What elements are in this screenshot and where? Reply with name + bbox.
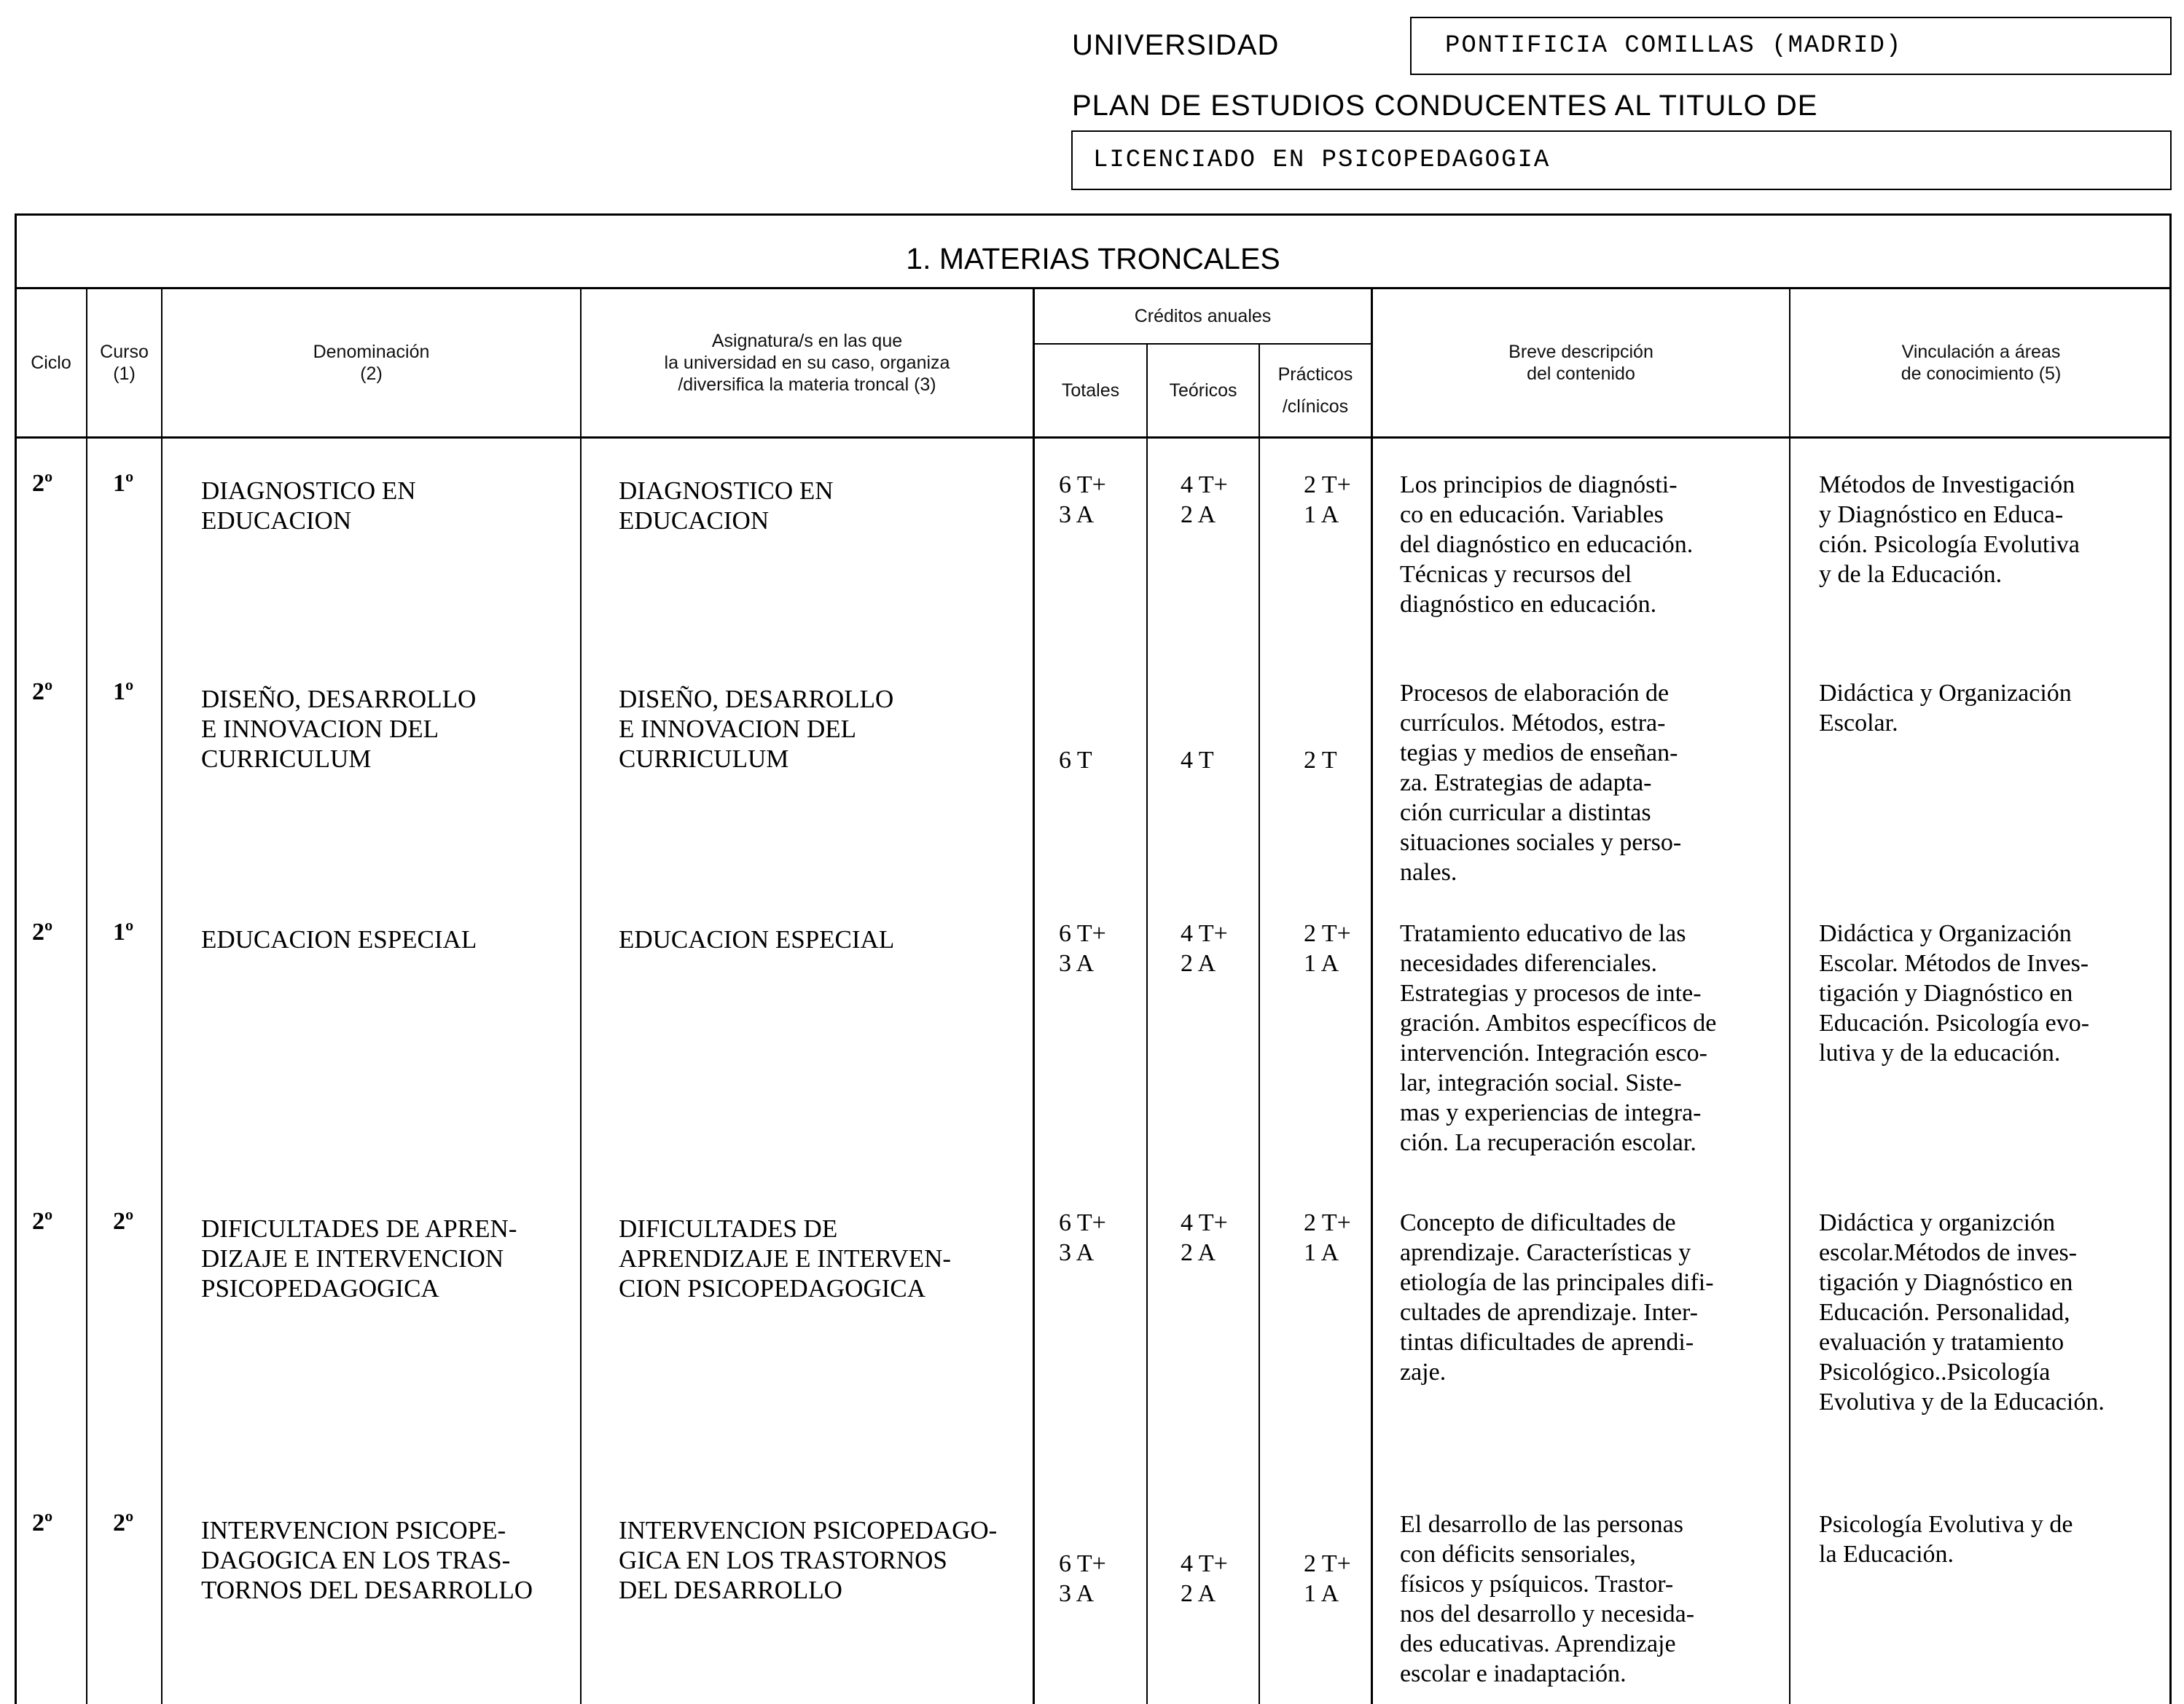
descripcion-line: intervención. Integración esco- xyxy=(1400,1040,1707,1067)
header-asignatura-line2: la universidad en su caso, organiza xyxy=(664,353,950,373)
header-teoricos-text: Teóricos xyxy=(1169,380,1237,401)
header-descripcion xyxy=(1373,289,1789,436)
cell-descripcion xyxy=(1400,919,1786,1158)
denominacion-line: EDUCACION xyxy=(201,506,352,535)
descripcion-line: nos del desarrollo y necesida- xyxy=(1400,1601,1695,1628)
vinculacion-line: Escolar. Métodos de Inves- xyxy=(1819,950,2089,977)
cell-denominacion xyxy=(201,1515,576,1605)
descripcion-line: co en educación. Variables xyxy=(1400,501,1664,528)
practicos-line: 2 T xyxy=(1304,747,1337,774)
header-totales xyxy=(1035,345,1146,436)
col-divider-5 xyxy=(1146,343,1148,1704)
teoricos-line: 2 A xyxy=(1181,1580,1216,1607)
cell-totales xyxy=(1059,745,1143,775)
descripcion-line: lar, integración social. Siste- xyxy=(1400,1069,1682,1096)
col-divider-7 xyxy=(1371,287,1373,1704)
cell-teoricos xyxy=(1181,1208,1257,1268)
header-totales-text: Totales xyxy=(1061,380,1120,401)
cell-totales xyxy=(1059,1549,1143,1609)
header-ciclo-text: Ciclo xyxy=(31,353,71,373)
vinculacion-line: tigación y Diagnóstico en xyxy=(1819,1269,2073,1296)
header-vinculacion xyxy=(1790,289,2172,436)
header-vinculacion-text-2: de conocimiento (5) xyxy=(1901,364,2062,384)
practicos-line: 1 A xyxy=(1304,1580,1339,1607)
vinculacion-line: Psicología Evolutiva y de xyxy=(1819,1511,2073,1538)
teoricos-line: 4 T+ xyxy=(1181,1550,1228,1577)
asignatura-line: CURRICULUM xyxy=(619,745,789,773)
descripcion-line: diagnóstico en educación. xyxy=(1400,591,1657,618)
header-practicos xyxy=(1260,345,1371,436)
cell-practicos xyxy=(1304,745,1369,775)
denominacion-line: DAGOGICA EN LOS TRAS- xyxy=(201,1546,511,1574)
denominacion-line: EDUCACION ESPECIAL xyxy=(201,925,477,954)
cell-curso xyxy=(113,1208,157,1236)
vinculacion-line: ción. Psicología Evolutiva xyxy=(1819,531,2080,558)
denominacion-line: PSICOPEDAGOGICA xyxy=(201,1274,439,1303)
header-practicos-text: Prácticos xyxy=(1277,364,1353,385)
totales-line: 3 A xyxy=(1059,1239,1095,1266)
descripcion-line: mas y experiencias de integra- xyxy=(1400,1099,1702,1126)
cell-denominacion xyxy=(201,1214,576,1303)
descripcion-line: aprendizaje. Características y xyxy=(1400,1239,1691,1266)
header-descripcion-text: Breve descripción xyxy=(1508,342,1653,362)
teoricos-line: 2 A xyxy=(1181,501,1216,528)
cell-teoricos xyxy=(1181,919,1257,978)
descripcion-line: gración. Ambitos específicos de xyxy=(1400,1010,1717,1037)
cell-ciclo xyxy=(32,678,83,706)
header-curso-text: Curso xyxy=(100,342,149,362)
cell-totales xyxy=(1059,1208,1143,1268)
cell-ciclo xyxy=(32,919,83,946)
header-curso xyxy=(87,289,161,436)
descripcion-line: Los principios de diagnósti- xyxy=(1400,471,1678,498)
cell-descripcion xyxy=(1400,470,1786,619)
header-creditos xyxy=(1035,289,1371,343)
col-divider-3 xyxy=(580,287,582,1704)
cell-totales xyxy=(1059,470,1143,530)
plan-label: PLAN DE ESTUDIOS CONDUCENTES AL TITULO DE xyxy=(1072,90,1818,122)
vinculacion-line: Evolutiva y de la Educación. xyxy=(1819,1389,2105,1416)
descripcion-line: tintas dificultades de aprendi- xyxy=(1400,1329,1694,1356)
descripcion-line: Tratamiento educativo de las xyxy=(1400,920,1686,947)
cell-denominacion xyxy=(201,684,576,774)
practicos-line: 1 A xyxy=(1304,950,1339,977)
curso-line: 1º xyxy=(113,470,134,497)
vinculacion-line: Didáctica y organizción xyxy=(1819,1209,2056,1236)
header-practicos-text-2: /clínicos xyxy=(1282,396,1349,417)
cell-teoricos xyxy=(1181,1549,1257,1609)
practicos-line: 1 A xyxy=(1304,501,1339,528)
descripcion-line: Técnicas y recursos del xyxy=(1400,561,1632,588)
cell-practicos xyxy=(1304,1549,1369,1609)
denominacion-line: CURRICULUM xyxy=(201,745,372,773)
practicos-line: 2 T+ xyxy=(1304,920,1351,947)
asignatura-line: DISEÑO, DESARROLLO xyxy=(619,685,894,713)
teoricos-line: 4 T xyxy=(1181,747,1214,774)
practicos-line: 2 T+ xyxy=(1304,1550,1351,1577)
descripcion-line: za. Estrategias de adapta- xyxy=(1400,769,1652,796)
university-field xyxy=(1410,17,2172,75)
header-curso-note: (1) xyxy=(113,364,136,384)
totales-line: 3 A xyxy=(1059,950,1095,977)
descripcion-line: Concepto de dificultades de xyxy=(1400,1209,1676,1236)
asignatura-line: DIAGNOSTICO EN xyxy=(619,476,834,505)
curso-line: 2º xyxy=(113,1208,134,1235)
denominacion-line: DIZAJE E INTERVENCION xyxy=(201,1244,504,1273)
cell-curso xyxy=(113,470,157,498)
cell-asignatura xyxy=(619,924,1027,954)
cell-vinculacion xyxy=(1819,470,2169,589)
totales-line: 6 T xyxy=(1059,747,1092,774)
descripcion-line: nales. xyxy=(1400,859,1457,886)
vinculacion-line: Educación. Personalidad, xyxy=(1819,1299,2070,1326)
vinculacion-line: Educación. Psicología evo- xyxy=(1819,1010,2090,1037)
header-asignatura-line1: Asignatura/s en las que xyxy=(711,331,903,351)
descripcion-line: con déficits sensoriales, xyxy=(1400,1541,1636,1568)
cell-denominacion xyxy=(201,924,576,954)
cell-vinculacion xyxy=(1819,1509,2169,1569)
asignatura-line: CION PSICOPEDAGOGICA xyxy=(619,1274,926,1303)
cell-teoricos xyxy=(1181,470,1257,530)
vinculacion-line: Didáctica y Organización xyxy=(1819,920,2072,947)
cell-descripcion xyxy=(1400,1208,1786,1387)
cell-ciclo xyxy=(32,1208,83,1236)
ciclo-line: 2º xyxy=(32,1208,53,1235)
asignatura-line: GICA EN LOS TRASTORNOS xyxy=(619,1546,947,1574)
descripcion-line: etiología de las principales difi- xyxy=(1400,1269,1714,1296)
descripcion-line: Procesos de elaboración de xyxy=(1400,680,1670,707)
cell-descripcion xyxy=(1400,678,1786,887)
teoricos-line: 4 T+ xyxy=(1181,1209,1228,1236)
denominacion-line: INTERVENCION PSICOPE- xyxy=(201,1516,506,1544)
teoricos-line: 4 T+ xyxy=(1181,920,1228,947)
descripcion-line: necesidades diferenciales. xyxy=(1400,950,1658,977)
vinculacion-line: evaluación y tratamiento xyxy=(1819,1329,2064,1356)
denominacion-line: DIFICULTADES DE APREN- xyxy=(201,1214,517,1243)
vinculacion-line: lutiva y de la educación. xyxy=(1819,1040,2061,1067)
descripcion-line: zaje. xyxy=(1400,1359,1447,1386)
teoricos-line: 2 A xyxy=(1181,1239,1216,1266)
curso-line: 1º xyxy=(113,919,134,946)
cell-asignatura xyxy=(619,1515,1027,1605)
asignatura-line: DEL DESARROLLO xyxy=(619,1576,842,1604)
descripcion-line: currículos. Métodos, estra- xyxy=(1400,710,1666,737)
cell-curso xyxy=(113,678,157,706)
descripcion-line: escolar e inadaptación. xyxy=(1400,1660,1627,1687)
totales-line: 6 T+ xyxy=(1059,1209,1106,1236)
ciclo-line: 2º xyxy=(32,919,53,946)
col-divider-1 xyxy=(86,287,87,1704)
vinculacion-line: la Educación. xyxy=(1819,1541,1954,1568)
cell-practicos xyxy=(1304,919,1369,978)
practicos-line: 1 A xyxy=(1304,1239,1339,1266)
header-descripcion-text-2: del contenido xyxy=(1527,364,1635,384)
denominacion-line: DISEÑO, DESARROLLO xyxy=(201,685,477,713)
cell-ciclo xyxy=(32,470,83,498)
practicos-line: 2 T+ xyxy=(1304,471,1351,498)
descripcion-line: ción curricular a distintas xyxy=(1400,799,1651,826)
header-ciclo xyxy=(15,289,87,436)
header-denominacion-note: (2) xyxy=(360,364,383,384)
header-asignatura xyxy=(582,289,1033,436)
asignatura-line: EDUCACION xyxy=(619,506,770,535)
descripcion-line: tegias y medios de enseñan- xyxy=(1400,739,1678,766)
descripcion-line: des educativas. Aprendizaje xyxy=(1400,1630,1676,1657)
curso-line: 2º xyxy=(113,1509,134,1536)
ciclo-line: 2º xyxy=(32,470,53,497)
cell-ciclo xyxy=(32,1509,83,1537)
cell-vinculacion xyxy=(1819,678,2169,738)
header-denominacion-text: Denominación xyxy=(313,342,430,362)
vinculacion-line: y de la Educación. xyxy=(1819,561,2003,588)
university-label: UNIVERSIDAD xyxy=(1072,29,1280,61)
practicos-line: 2 T+ xyxy=(1304,1209,1351,1236)
teoricos-line: 4 T+ xyxy=(1181,471,1228,498)
totales-line: 6 T+ xyxy=(1059,471,1106,498)
vinculacion-line: tigación y Diagnóstico en xyxy=(1819,980,2073,1007)
denominacion-line: TORNOS DEL DESARROLLO xyxy=(201,1576,533,1604)
cell-asignatura xyxy=(619,1214,1027,1303)
descripcion-line: cultades de aprendizaje. Inter- xyxy=(1400,1299,1698,1326)
ciclo-line: 2º xyxy=(32,678,53,705)
descripcion-line: físicos y psíquicos. Trastor- xyxy=(1400,1571,1674,1598)
cell-vinculacion xyxy=(1819,919,2169,1068)
header-teoricos xyxy=(1148,345,1259,436)
cell-teoricos xyxy=(1181,745,1257,775)
header-divider xyxy=(15,436,2172,439)
header-vinculacion-text: Vinculación a áreas xyxy=(1901,342,2061,362)
cell-descripcion xyxy=(1400,1509,1786,1689)
cell-asignatura xyxy=(619,684,1027,774)
vinculacion-line: Escolar. xyxy=(1819,710,1898,737)
descripcion-line: situaciones sociales y perso- xyxy=(1400,829,1682,856)
cell-curso xyxy=(113,919,157,946)
cell-practicos xyxy=(1304,1208,1369,1268)
ciclo-line: 2º xyxy=(32,1509,53,1536)
vinculacion-line: escolar.Métodos de inves- xyxy=(1819,1239,2078,1266)
totales-line: 3 A xyxy=(1059,501,1095,528)
header-creditos-text: Créditos anuales xyxy=(1134,306,1272,326)
cell-curso xyxy=(113,1509,157,1537)
header-denominacion xyxy=(163,289,580,436)
cell-totales xyxy=(1059,919,1143,978)
vinculacion-line: Psicológico..Psicología xyxy=(1819,1359,2051,1386)
descripcion-line: ción. La recuperación escolar. xyxy=(1400,1129,1696,1156)
asignatura-line: E INNOVACION DEL xyxy=(619,715,856,743)
vinculacion-line: Didáctica y Organización xyxy=(1819,680,2072,707)
university-value: PONTIFICIA COMILLAS (MADRID) xyxy=(1445,32,1903,60)
denominacion-line: E INNOVACION DEL xyxy=(201,715,439,743)
descripcion-line: del diagnóstico en educación. xyxy=(1400,531,1694,558)
col-divider-8 xyxy=(1789,287,1790,1704)
degree-value: LICENCIADO EN PSICOPEDAGOGIA xyxy=(1093,146,1551,174)
cell-vinculacion xyxy=(1819,1208,2169,1417)
totales-line: 3 A xyxy=(1059,1580,1095,1607)
col-divider-6 xyxy=(1259,343,1260,1704)
totales-line: 6 T+ xyxy=(1059,1550,1106,1577)
col-divider-2 xyxy=(161,287,163,1704)
col-divider-4 xyxy=(1033,287,1035,1704)
descripcion-line: El desarrollo de las personas xyxy=(1400,1511,1683,1538)
asignatura-line: APRENDIZAJE E INTERVEN- xyxy=(619,1244,952,1273)
descripcion-line: Estrategias y procesos de inte- xyxy=(1400,980,1702,1007)
vinculacion-line: Métodos de Investigación xyxy=(1819,471,2075,498)
asignatura-line: INTERVENCION PSICOPEDAGO- xyxy=(619,1516,998,1544)
denominacion-line: DIAGNOSTICO EN xyxy=(201,476,416,505)
cell-practicos xyxy=(1304,470,1369,530)
degree-field xyxy=(1071,130,2172,190)
table-title: 1. MATERIAS TRONCALES xyxy=(906,242,1280,275)
asignatura-line: EDUCACION ESPECIAL xyxy=(619,925,895,954)
cell-denominacion xyxy=(201,476,576,535)
vinculacion-line: y Diagnóstico en Educa- xyxy=(1819,501,2064,528)
asignatura-line: DIFICULTADES DE xyxy=(619,1214,838,1243)
totales-line: 6 T+ xyxy=(1059,920,1106,947)
curso-line: 1º xyxy=(113,678,134,705)
cell-asignatura xyxy=(619,476,1027,535)
header-asignatura-line3: /diversifica la materia troncal (3) xyxy=(678,374,936,395)
teoricos-line: 2 A xyxy=(1181,950,1216,977)
